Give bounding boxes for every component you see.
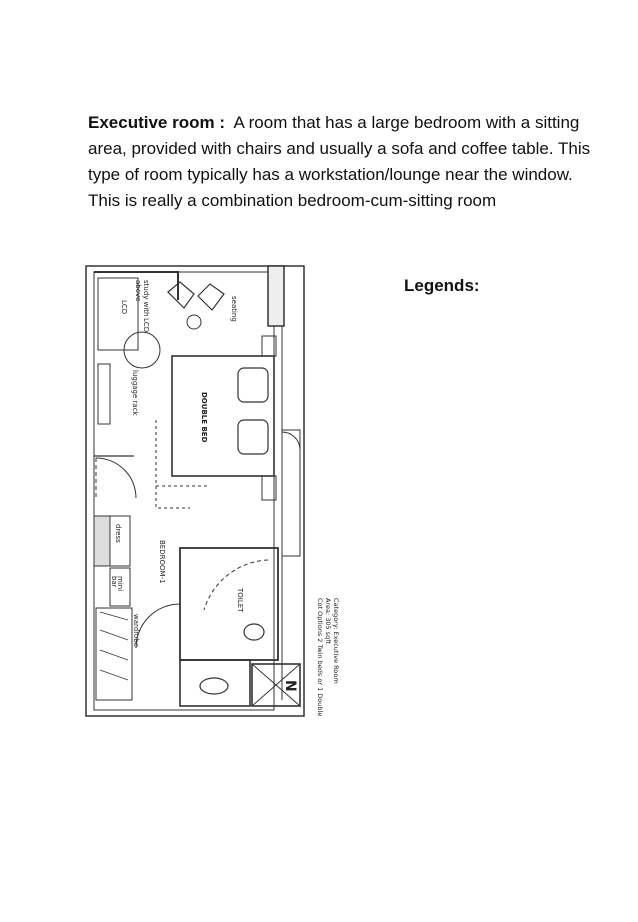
- bed-pillow-1: [238, 368, 268, 402]
- entry-door-swing: [96, 458, 136, 498]
- wash-basin: [200, 678, 228, 694]
- legends-heading: Legends:: [404, 276, 480, 295]
- room-type-definition: A room that has a large bedroom with a sitting area, provided with chairs and usually a sofa and coffee table. This type of room typically has a workstation/lounge near the window. This is really a combination bedroom-cum-sitting room: [88, 113, 591, 210]
- wardrobe-hatch-4: [100, 670, 128, 680]
- room-type-term: Executive room :: [88, 113, 225, 132]
- caption-line-1: Category: Executive Room: [332, 598, 340, 684]
- label-luggage: luggage rack: [131, 370, 139, 416]
- wardrobe-unit: [96, 608, 132, 700]
- bed-pillow-2: [238, 420, 268, 454]
- label-toilet: TOILET: [236, 588, 244, 613]
- armchair-1: [168, 282, 194, 308]
- north-arrow-icon: N: [282, 680, 298, 692]
- caption-line-3: Cot Options 2 Twin beds or 1 Double: [316, 598, 324, 717]
- label-dress: dress: [114, 524, 122, 543]
- label-wardrobe: wardrobe: [132, 614, 140, 647]
- luggage-rack: [98, 364, 110, 424]
- wardrobe-hatch-2: [100, 630, 128, 640]
- label-study-above: above: [134, 280, 142, 302]
- window-column: [268, 266, 284, 326]
- wardrobe-hatch-1: [100, 612, 128, 620]
- label-double-bed: DOUBLE BED: [200, 392, 208, 443]
- caption-line-2: Area: 305 sqft: [324, 598, 332, 644]
- label-minibar-1: mini: [116, 576, 124, 592]
- right-door-frame: [282, 430, 300, 556]
- shower-door: [204, 560, 268, 610]
- dress-unit: [94, 516, 110, 566]
- wardrobe-hatch-3: [100, 650, 128, 660]
- bath-door-swing: [136, 604, 180, 648]
- armchair-2: [198, 284, 224, 310]
- label-lcd: LCD: [120, 300, 128, 315]
- coffee-table: [187, 315, 201, 329]
- outer-wall: [86, 266, 304, 716]
- label-minibar-2: bar: [110, 576, 118, 588]
- label-bedroom: BEDROOM-1: [158, 540, 166, 584]
- right-door-swing: [282, 432, 300, 450]
- label-seating: seating: [230, 296, 238, 322]
- toilet-room: [180, 548, 278, 660]
- label-study-lcd: LCD: [142, 318, 150, 333]
- wash-basin-room: [180, 660, 250, 706]
- label-study: study with: [142, 280, 150, 317]
- wc-bowl: [244, 624, 264, 640]
- study-desk: [98, 278, 138, 350]
- inner-wall-line: [94, 272, 274, 710]
- double-bed: [172, 356, 274, 476]
